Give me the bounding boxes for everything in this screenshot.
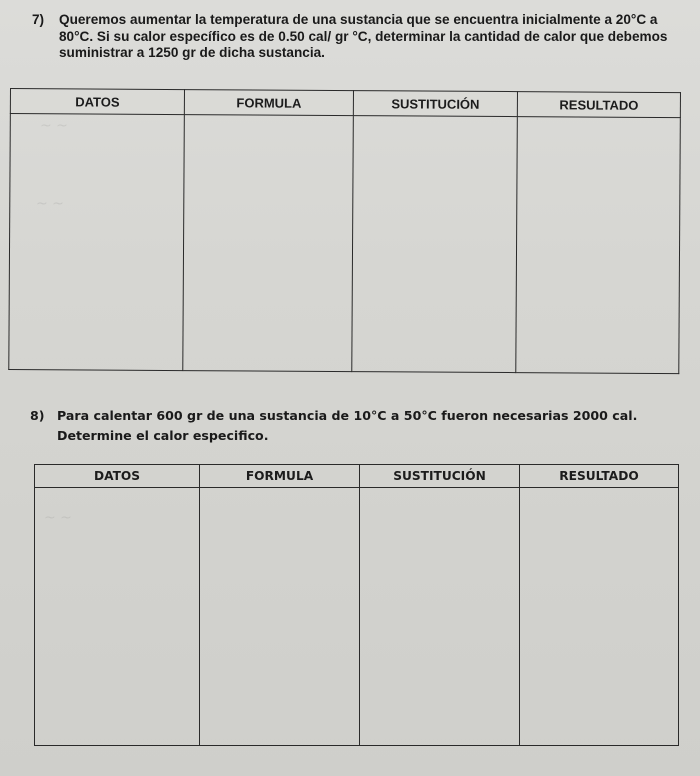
header-resultado: RESULTADO — [517, 92, 680, 118]
problem-8-table — [34, 464, 679, 746]
problem-8-text: Para calentar 600 gr de una sustancia de 10°C a 50°C fueron necesarias 2000 cal. Determine el calor especifico. — [57, 408, 638, 443]
header-formula: FORMULA — [200, 465, 360, 488]
problem-8-statement — [30, 406, 680, 446]
table-row — [35, 488, 679, 746]
bleed-through-marks: ~ ~ — [36, 196, 64, 212]
header-formula: FORMULA — [184, 90, 353, 116]
cell-sustitucion[interactable] — [360, 488, 520, 746]
problem-7-table — [8, 88, 681, 374]
cell-sustitucion[interactable] — [352, 116, 518, 373]
table-header-row — [35, 465, 679, 488]
table-row — [9, 114, 681, 374]
header-datos: DATOS — [10, 89, 184, 115]
cell-formula[interactable] — [200, 488, 360, 746]
cell-datos[interactable] — [35, 488, 200, 746]
header-sustitucion: SUSTITUCIÓN — [353, 91, 517, 117]
bleed-through-marks: ~ ~ — [44, 510, 72, 526]
bleed-through-marks: ~ ~ — [40, 118, 68, 134]
problem-7-text: Queremos aumentar la temperatura de una sustancia que se encuentra inicialmente a 20°C a 80°C. Si su calor específico es de 0.50 cal/ gr °C, determinar la cantidad de calor que debemos suministrar a 1250 gr de dicha sustancia. — [59, 12, 668, 60]
cell-resultado[interactable] — [516, 117, 681, 374]
cell-datos[interactable] — [9, 114, 185, 371]
problem-7-statement — [32, 12, 677, 62]
header-resultado: RESULTADO — [520, 465, 679, 488]
header-datos: DATOS — [35, 465, 200, 488]
problem-8-number: 8) — [30, 408, 45, 423]
problem-7-number: 7) — [32, 12, 45, 27]
cell-formula[interactable] — [183, 115, 354, 372]
header-sustitucion: SUSTITUCIÓN — [360, 465, 520, 488]
cell-resultado[interactable] — [520, 488, 679, 746]
